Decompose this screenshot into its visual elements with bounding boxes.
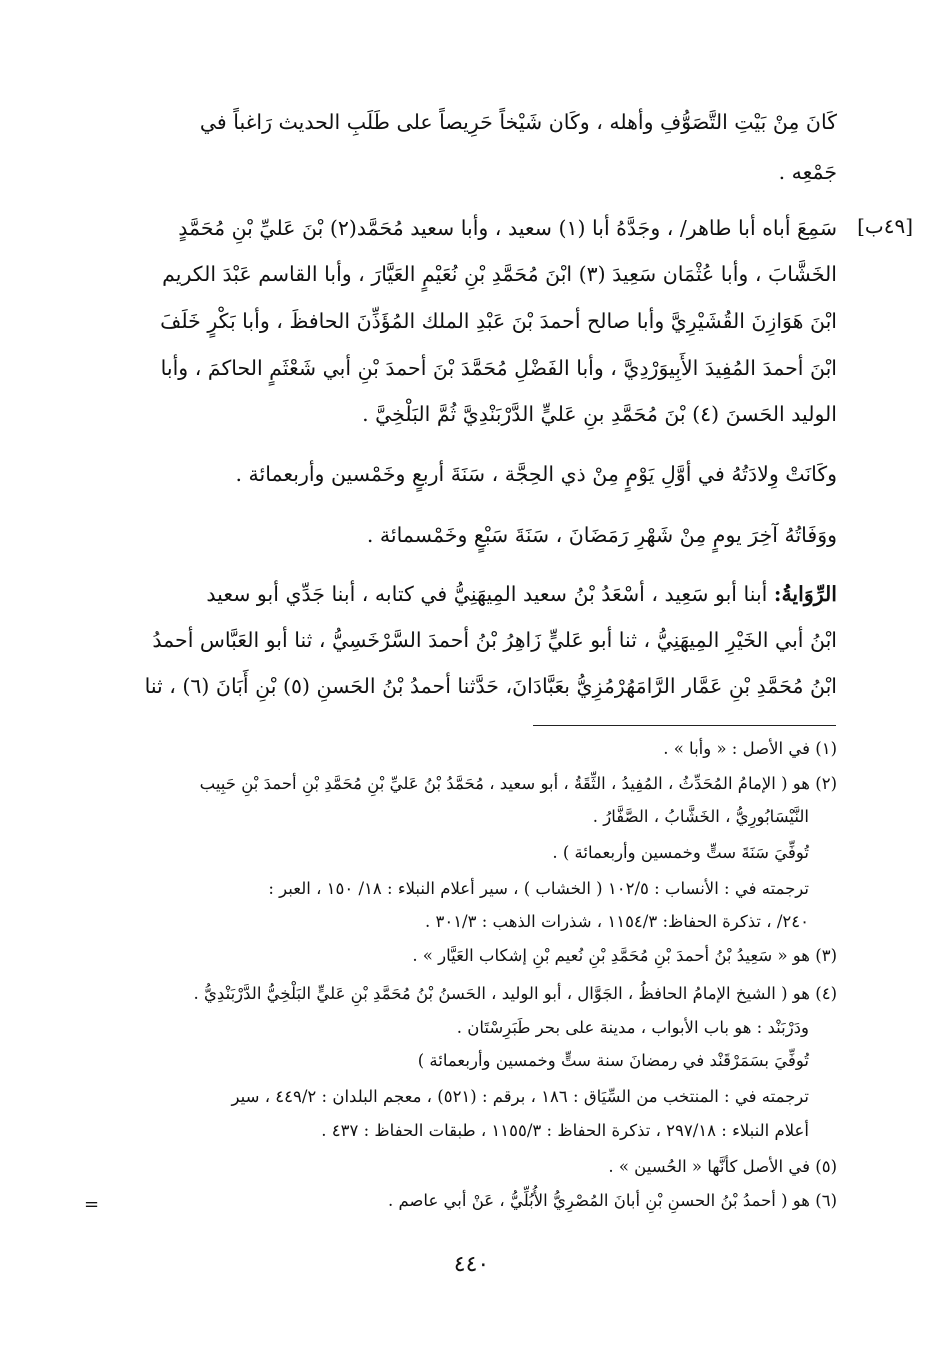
footnote-line: (٦) هو ( أحمدُ بْنُ الحسنِ بْنِ أبانَ المُصْرِيُّ الأُبُلِّيُّ ، عَنْ أبي عاصم . bbox=[387, 1191, 837, 1210]
continuation-mark: = bbox=[84, 1194, 100, 1215]
footnote-line: ترجمته في : المنتخب من السِّيَاق : ١٨٦ ، برقم : (٥٢١) ، معجم البلدان : ٤٤٩/٢ ، سير bbox=[231, 1087, 809, 1106]
main-text-line: ووَفَاتُهُ آخِرَ يومٍ مِنْ شَهْرِ رَمَضَانَ ، سَنَةَ سَبْعٍ وخَمْسمائة . bbox=[366, 523, 837, 547]
footnote-line: أعلام النبلاء : ٢٩٧/١٨ ، تذكرة الحفاظ : ١١٥٥/٣ ، طبقات الحفاظ : ٤٣٧ . bbox=[321, 1121, 809, 1140]
footnote-line: النَّيْسَابُورِيُّ ، الخَشَّابُ ، الصَّفَّارُ . bbox=[592, 807, 809, 826]
main-text-line: سَمِعَ أباه أبا طاهر/ ، وجَدَّهُ أبا (١) سعيد ، وأبا سعيد مُحَمَّد(٢) بْنَ عَليِّ بْنِ مُحَمَّدٍ bbox=[178, 216, 837, 240]
footnote-separator bbox=[533, 725, 836, 726]
footnote-line: (٣) هو « سَعِيدُ بْنُ أحمدَ بْنِ مُحَمَّدِ بْنِ نُعيم بْنِ إشكاب العَيَّار » . bbox=[412, 946, 837, 965]
page-number: ٤٤٠ bbox=[453, 1252, 490, 1277]
main-text-line: وكَانَتْ وِلادَتُهُ في أوَّلِ يَوْمٍ مِنْ ذي الحِجَّة ، سَنَةَ أربعٍ وخَمْسين وأربعمائة . bbox=[235, 462, 837, 486]
footnote-line: ٢٤٠/ ، تذكرة الحفاظ: ١١٥٤/٣ ، شذرات الذهب : ٣٠١/٣ . bbox=[424, 912, 809, 931]
main-text-line: ابْنُ مُحَمَّدِ بْنِ عَمَّار الرَّامَهُرْمُزِيُّ بعَبَّادَانَ، حَدَّثنا أحمدُ بْنُ الحَسنِ (٥) بْنِ أَبَانَ (٦) ، ثنا bbox=[144, 674, 837, 698]
main-text-line: الوليد الحَسنَ (٤) بْنَ مُحَمَّدِ بنِ عَليٍّ الدَّرْبَنْدِيَّ ثُمَّ البَلْخِيَّ . bbox=[362, 402, 837, 426]
footnote-line: ترجمته في : الأنساب : ١٠٢/٥ ( الخشاب ) ، سير أعلام النبلاء : ١٨/ ١٥٠ ، العبر : bbox=[268, 879, 809, 898]
footnote-line: (٥) في الأصل كأنَّها « الحُسين » . bbox=[608, 1157, 837, 1176]
footnote-line: ودَرْبَنْد : هو باب الأبواب ، مدينة على بحر طَبَرِسْتَان . bbox=[456, 1018, 809, 1037]
riwaya-heading: الرِّوَايةُ: bbox=[773, 582, 837, 606]
footnote-line: (٤) هو ( الشيخ الإمامُ الحافظُ ، الجَوَّال ، أبو الوليد ، الحَسنُ بْنُ مُحَمَّدِ بْنِ عَليٍّ البَلْخِيُّ الدَّرْبَنْدِيُّ . bbox=[193, 984, 837, 1003]
main-text-line: ابْنَ أحمدَ المُفِيدَ الأَبِيوَرْدِيَّ ، وأبا الفَضْلِ مُحَمَّدَ بْنَ أحمدَ بْنِ أبي شَعْثَمٍ الحاكمَ ، وأبا bbox=[160, 356, 837, 380]
main-text-line: الخَشَّابَ ، وأبا عُثْمَان سَعِيدَ (٣) ابْنَ مُحَمَّدِ بْنِ نُعَيْمٍ العَيَّارَ ، وأبا القاسم عَبْدَ الكريم bbox=[162, 262, 837, 286]
main-text-line: ابْنَ هَوَازِنَ القُشَيْرِيَّ وأبا صالح أحمدَ بْنَ عَبْدِ الملك المُؤَذِّنَ الحافظَ ، وأبا بَكْرٍ خَلَفَ bbox=[160, 309, 837, 333]
main-text-line: أبنا أبو سَعِيد ، أسْعَدُ بْنُ سعيد المِيهَنِيُّ في كتابه ، أبنا جَدِّي أبو سعيد bbox=[206, 582, 768, 606]
footnote-line: تُوفِّيَ سَنَةَ ستٍّ وخمسين وأربعمائة ) . bbox=[552, 843, 809, 862]
main-text-line: ابْنُ أبي الخَيْرِ المِيهَنِيُّ ، ثنا أبو عَليٍّ زَاهِرُ بْنُ أحمدَ السَّرْخَسِيُّ ، ثنا أبو العَبَّاس أحمدُ bbox=[152, 628, 837, 652]
main-text-line: كَانَ مِنْ بَيْتِ التَّصَوُّفِ وأهله ، وكَان شَيْخاً حَرِيصاً على طَلَبِ الحديث رَاغباً في bbox=[199, 110, 837, 134]
main-text-line: جَمْعِه . bbox=[778, 160, 837, 184]
footnote-line: تُوفِّيَ بسَمَرْقَنْد في رمضانَ سنة ستٍّ وخمسين وأربعمائة ) bbox=[417, 1051, 809, 1070]
footnote-line: (٢) هو ( الإمامُ المُحَدِّثُ ، المُفِيدُ ، الثِّقَةُ ، أبو سعيد ، مُحَمَّدُ بْنُ عَليِّ بْنِ مُحَمَّدِ بْنِ أحمدَ بْنِ حَبِيب bbox=[199, 774, 837, 793]
riwaya-line bbox=[206, 577, 837, 611]
folio-margin-note: [٤٩ب] bbox=[857, 214, 913, 238]
footnote-line: (١) في الأصل : « وأبا » . bbox=[663, 739, 837, 758]
